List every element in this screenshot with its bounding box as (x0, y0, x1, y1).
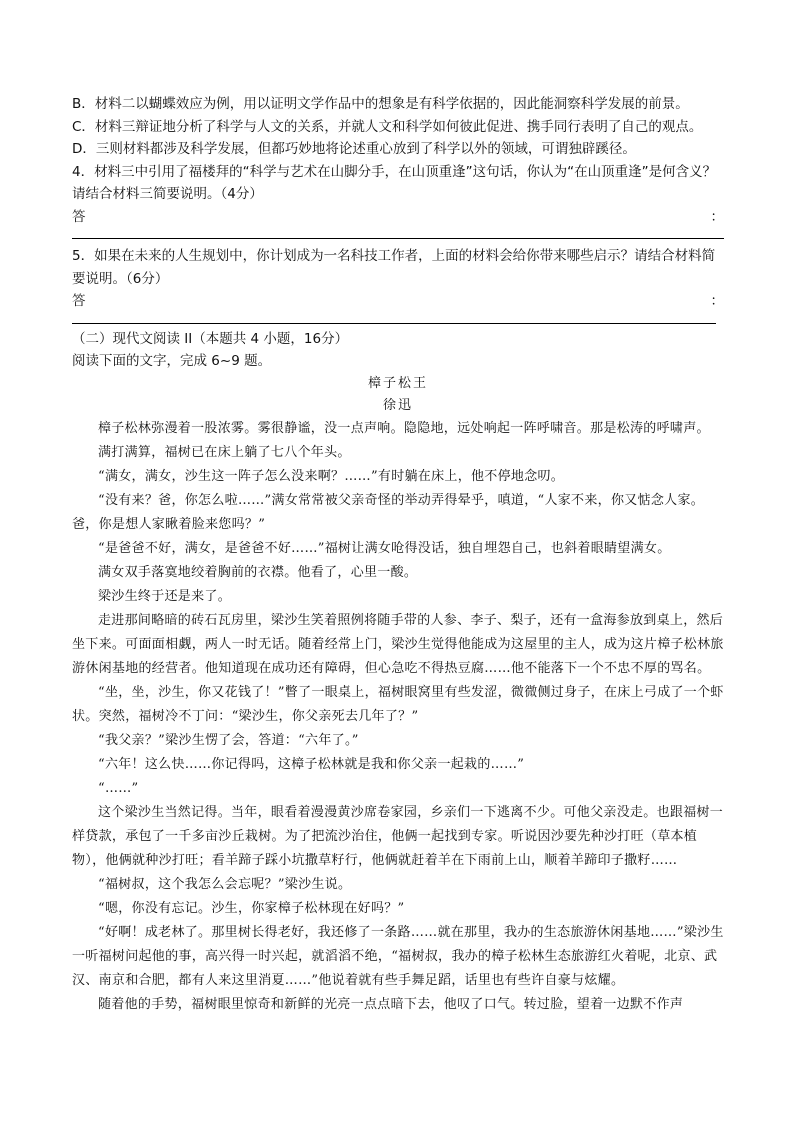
answer-colon: ： (710, 208, 724, 225)
article-title: 樟子松王 (367, 375, 428, 391)
answer-label: 答 (72, 293, 86, 309)
article-paragraph: “福树叔，这个我怎么会忘呢？”梁沙生说。 (98, 876, 352, 892)
article-paragraph: “六年！这么快……你记得吗，这樟子松林就是我和你父亲一起栽的……” (98, 756, 525, 772)
option-c: C．材料三辩证地分析了科学与人文的关系，并就人文和科学如何彼此促进、携手同行表明了自己的观点。 (72, 118, 703, 135)
question-4-text: 4．材料三中引用了福楼拜的“科学与艺术在山脚分手，在山顶重逢”这句话，你认为“在山顶重逢”是何含义？请结合材料三简要说明。（4分） (72, 163, 717, 202)
article-paragraph: 这个梁沙生当然记得。当年，眼看着漫漫黄沙席卷家园，乡亲们一下逃离不少。可他父亲没走。也跟福树一样贷款，承包了一千多亩沙丘栽树。为了把流沙治住，他俩一起找到专家。听说因沙要先种沙打旺（草本植物），他俩就种沙打旺；看羊蹄子踩小坑撒草籽行，他俩就赶着羊在下雨前上山，顺着羊蹄印子撒籽…… (72, 804, 724, 868)
article (72, 373, 724, 1017)
question-5 (72, 245, 724, 324)
question-4 (72, 161, 724, 240)
option-d: D．三则材料都涉及科学发展，但都巧妙地将论述重心放到了科学以外的领域，可谓独辟蹊径。 (72, 141, 636, 157)
answer-blank-line[interactable] (72, 313, 716, 324)
page-content (72, 93, 724, 1017)
section-heading: （二）现代文阅读 II（本题共 4 小题，16分） (72, 330, 349, 347)
answer-blank-line[interactable] (72, 228, 724, 239)
section-header (72, 328, 724, 373)
article-paragraph: 走进那间略暗的砖石瓦房里，梁沙生笑着照例将随手带的人参、李子、梨子，还有一盒海参放到桌上，然后坐下来。可面面相觑，两人一时无话。随着经常上门，梁沙生觉得他能成为这屋里的主人，成为这片樟子松林旅游休闲基地的经营者。他知道现在成功还有障碍，但心急吃不得热豆腐……他不能落下一个不忠不厚的骂名。 (72, 612, 724, 676)
option-b: B．材料二以蝴蝶效应为例，用以证明文学作品中的想象是有科学依据的，因此能洞察科学发展的前景。 (72, 96, 689, 112)
article-paragraph: 樟子松林弥漫着一股浓雾。雾很静谧，没一点声响。隐隐地，远处响起一阵呼啸音。那是松涛的呼啸声。 (98, 420, 710, 436)
answer-options (72, 93, 724, 161)
question-5-answer-line (72, 290, 724, 313)
article-paragraph: “没有来？爸，你怎么啦……”满女常常被父亲奇怪的举动弄得晕乎，嗔道，“人家不来，你又惦念人家。爸，你是想人家瞅着脸来您吗？” (72, 492, 705, 532)
article-paragraph: “我父亲？”梁沙生愣了会，答道：“六年了。” (98, 732, 359, 748)
article-paragraph: “……” (98, 780, 139, 796)
article-paragraph: “嗯，你没有忘记。沙生，你家樟子松林现在好吗？” (98, 900, 405, 916)
article-paragraph: “满女，满女，沙生这一阵子怎么没来啊？……”有时躺在床上，他不停地念叨。 (98, 468, 565, 484)
article-paragraph: “是爸爸不好，满女，是爸爸不好……”福树让满女呛得没话，独自埋怨自己，也斜着眼睛望满女。 (98, 540, 671, 556)
section-instruction: 阅读下面的文字，完成 6~9 题。 (72, 353, 272, 369)
article-author: 徐迅 (382, 397, 413, 413)
question-4-answer-line (72, 206, 724, 229)
question-5-text: 5．如果在未来的人生规划中，你计划成为一名科技工作者，上面的材料会给你带来哪些启示？请结合材料简要说明。（6分） (72, 248, 716, 287)
answer-label: 答 (72, 208, 86, 225)
article-paragraph: 随着他的手势，福树眼里惊奇和新鲜的光亮一点点暗下去，他叹了口气。转过脸，望着一边默不作声 (98, 996, 684, 1012)
article-paragraph: “好啊！成老林了。那里树长得老好，我还修了一条路……就在那里，我办的生态旅游休闲基地……”梁沙生一听福树问起他的事，高兴得一时兴起，就滔滔不绝，“福树叔，我办的樟子松林生态旅游红火着呢，北京、武汉、南京和合肥，都有人来这里消夏……”他说着就有些手舞足蹈，话里也有些许自豪与炫耀。 (72, 924, 724, 988)
article-paragraph: 满打满算，福树已在床上躺了七八个年头。 (98, 444, 351, 460)
answer-colon: ： (710, 293, 724, 309)
article-paragraph: 梁沙生终于还是来了。 (98, 588, 232, 604)
article-paragraph: “坐，坐，沙生，你又花钱了！”瞥了一眼桌上，福树眼窝里有些发涩，微微侧过身子，在床上弓成了一个虾状。突然，福树冷不丁问：“梁沙生，你父亲死去几年了？” (72, 684, 724, 724)
article-body (72, 417, 724, 1017)
article-paragraph: 满女双手落寞地绞着胸前的衣襟。他看了，心里一酸。 (98, 564, 418, 580)
